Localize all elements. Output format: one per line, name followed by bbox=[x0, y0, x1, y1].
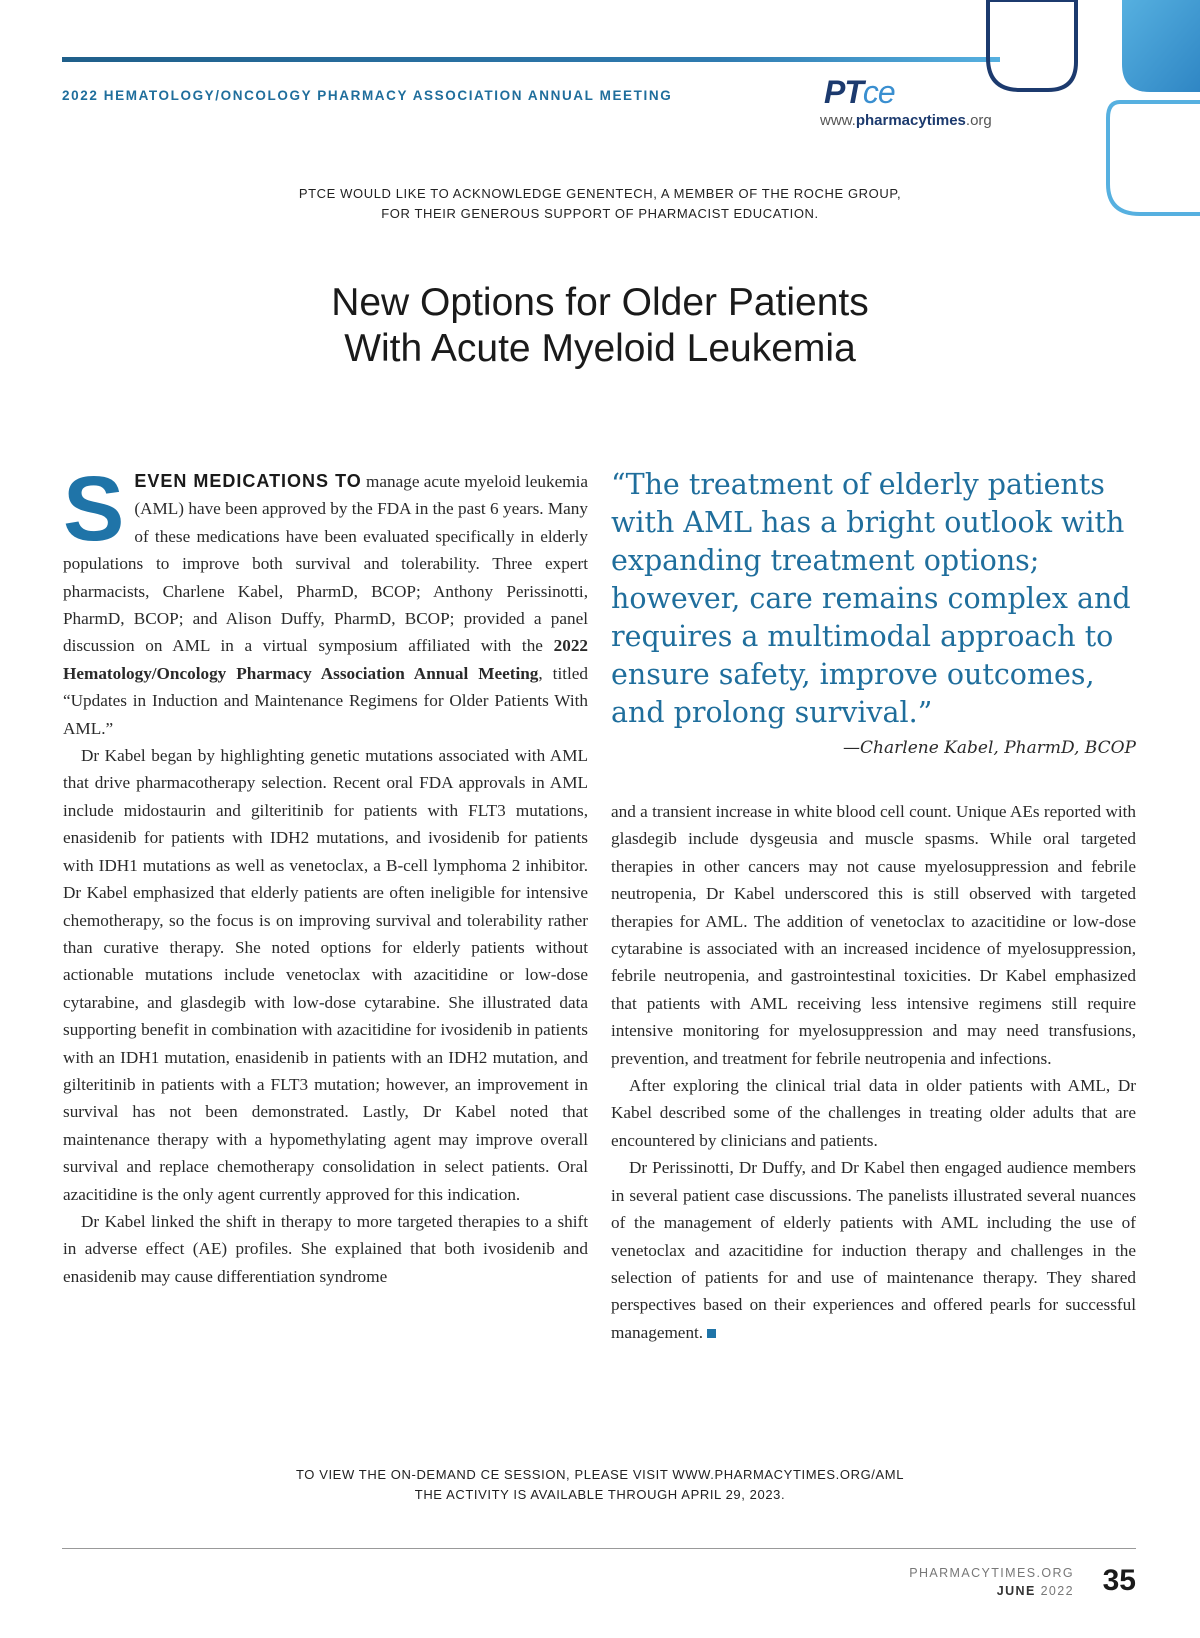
paragraph-2: Dr Kabel began by highlighting genetic mutations associated with AML that drive pharmacotherapy selection. Recent oral FDA approvals in AML include midostaurin and gilteritinib for patients with FLT3 mutations, enasidenib for patients with IDH2 mutations, and ivosidenib for patients with IDH1 mutations as well as venetoclax, a B-cell lymphoma 2 inhibitor. Dr Kabel emphasized that elderly patients are often ineligible for intensive chemotherapy, so the focus is on improving survival and tolerability rather than curative therapy. She noted options for elderly patients without actionable mutations include venetoclax with azacitidine or low-dose cytarabine, and glasdegib with low-dose cytarabine. She illustrated data supporting benefit in combination with azacitidine for ivosidenib in patients with an IDH1 mutation, enasidenib in patients with an IDH2 mutation, and gilteritinib in patients with a FLT3 mutation; however, an improvement in survival has not been demonstrated. Lastly, Dr Kabel noted that maintenance therapy with a hypomethylating agent may improve overall survival and replace chemotherapy consolidation in select patients. Oral azacitidine is the only agent currently approved for this indication. bbox=[63, 746, 588, 1204]
cta-availability-line: THE ACTIVITY IS AVAILABLE THROUGH APRIL 29, 2023. bbox=[414, 1487, 786, 1502]
pull-quote-attribution: —Charlene Kabel, PharmD, BCOP bbox=[843, 738, 1136, 758]
paragraph-1: SEVEN MEDICATIONS TO manage acute myeloid leukemia (AML) have been approved by the FDA in the past 6 years. Many of these medications have been evaluated specifically in elderly populations to improve both survival and tolerability. Three expert pharmacists, Charlene Kabel, PharmD, BCOP; Anthony Perissinotti, PharmD, BCOP; and Alison Duffy, PharmD, BCOP; provided a panel discussion on AML in a virtual symposium affiliated with the 2022 Hematology/Oncology Pharmacy Association Annual Meeting, titled “Updates in Induction and Maintenance Regimens for Older Patients With AML.” bbox=[63, 458, 589, 738]
page-number: 35 bbox=[1102, 1564, 1136, 1597]
ptce-logo[interactable] bbox=[820, 74, 1040, 134]
end-mark bbox=[707, 1329, 716, 1338]
article-title-line-2: With Acute Myeloid Leukemia bbox=[344, 327, 856, 370]
drop-cap: S bbox=[63, 458, 125, 560]
event-name: 2022 HEMATOLOGY/ONCOLOGY PHARMACY ASSOCIATION ANNUAL MEETING bbox=[62, 88, 673, 103]
cta-visit-line[interactable]: TO VIEW THE ON-DEMAND CE SESSION, PLEASE VISIT WWW.PHARMACYTIMES.ORG/AML bbox=[295, 1467, 905, 1482]
lead-in: EVEN MEDICATIONS TO bbox=[134, 471, 362, 491]
right-column bbox=[611, 798, 1136, 1346]
acknowledgment-line-2: FOR THEIR GENEROUS SUPPORT OF PHARMACIST EDUCATION. bbox=[381, 206, 819, 221]
paragraph-6: Dr Perissinotti, Dr Duffy, and Dr Kabel then engaged audience members in several patient case discussions. The panelists illustrated several nuances of the management of elderly patients with AML including the use of venetoclax and azacitidine for induction therapy and challenges in the selection of patients for and use of maintenance therapy. They shared perspectives based on their experiences and offered pearls for successful management. bbox=[611, 1158, 1136, 1342]
acknowledgment-line-1: PTCE WOULD LIKE TO ACKNOWLEDGE GENENTECH, A MEMBER OF THE ROCHE GROUP, bbox=[298, 186, 902, 201]
paragraph-5: After exploring the clinical trial data in older patients with AML, Dr Kabel described some of the challenges in treating older adults that are encountered by clinicians and patients. bbox=[611, 1076, 1136, 1150]
logo-url: www.pharmacytimes.org bbox=[820, 112, 992, 129]
left-column bbox=[63, 458, 589, 1290]
footer-date: JUNE 2022 bbox=[996, 1584, 1074, 1598]
logo-mark: PTce bbox=[824, 74, 895, 110]
article-title-line-1: New Options for Older Patients bbox=[331, 281, 869, 324]
footer-rule bbox=[62, 1548, 1136, 1549]
paragraph-3: Dr Kabel linked the shift in therapy to more targeted therapies to a shift in adverse effect (AE) profiles. She explained that both ivosidenib and enasidenib may cause differentiation syndrome bbox=[63, 1211, 588, 1286]
paragraph-4: and a transient increase in white blood cell count. Unique AEs reported with glasdegib include dysgeusia and muscle spasms. While oral targeted therapies in other cancers may not cause myelosuppression and febrile neutropenia, Dr Kabel underscored this is still observed with targeted therapies for AML. The addition of venetoclax to azacitidine or low-dose cytarabine is associated with an increased incidence of myelosuppression, febrile neutropenia, and gastrointestinal toxicities. Dr Kabel emphasized that patients with AML receiving less intensive regimens still require intensive monitoring for myelosuppression and may need transfusions, prevention, and treatment for febrile neutropenia and infections. bbox=[611, 802, 1136, 1068]
pull-quote: “The treatment of elderly patients with AML has a bright outlook with expanding treatment options; however, care remains complex and requires a multimodal approach to ensure safety, improve outcomes, and prolong survival.” bbox=[611, 468, 1131, 729]
footer-site: PHARMACYTIMES.ORG bbox=[909, 1566, 1074, 1580]
header-rule bbox=[62, 57, 1000, 62]
